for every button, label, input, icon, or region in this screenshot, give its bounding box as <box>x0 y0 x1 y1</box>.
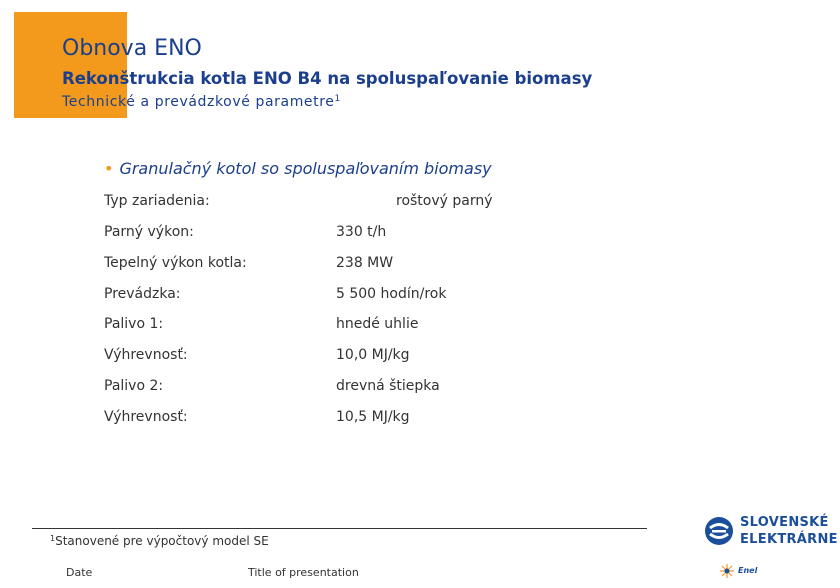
param-value-device-type: roštový parný <box>396 193 493 209</box>
bullet-icon: • <box>104 159 114 178</box>
logo-icon <box>704 516 734 546</box>
param-label-fuel-2: Palivo 2: <box>104 378 164 394</box>
page-title: Obnova ENO <box>62 36 202 61</box>
param-label-operation: Prevádzka: <box>104 286 181 302</box>
company-logo <box>704 512 838 552</box>
footer-title: Title of presentation <box>248 566 359 579</box>
param-value-thermal-output: 238 MW <box>336 255 394 271</box>
param-value-fuel-1: hnedé uhlie <box>336 316 419 332</box>
footnote-marker: 1 <box>334 94 341 104</box>
param-label-calorific-2: Výhrevnosť: <box>104 409 188 425</box>
param-value-operation: 5 500 hodín/rok <box>336 286 447 302</box>
enel-icon <box>718 562 736 580</box>
section-heading-text: Granulačný kotol so spoluspaľovaním biomasy <box>119 159 492 178</box>
param-label-fuel-1: Palivo 1: <box>104 316 164 332</box>
logo-line-1: SLOVENSKÉ <box>740 515 829 530</box>
footnote-sup: 1 <box>50 534 56 543</box>
param-label-steam-output: Parný výkon: <box>104 224 194 240</box>
param-label-device-type: Typ zariadenia: <box>104 193 210 209</box>
section-heading <box>104 159 492 178</box>
page-subtitle: Rekonštrukcia kotla ENO B4 na spoluspaľovanie biomasy <box>62 69 593 88</box>
param-label-thermal-output: Tepelný výkon kotla: <box>104 255 247 271</box>
enel-logo <box>718 562 768 580</box>
enel-text: Enel <box>738 566 758 575</box>
param-value-calorific-2: 10,5 MJ/kg <box>336 409 410 425</box>
page-subtitle-secondary <box>62 94 341 110</box>
param-value-steam-output: 330 t/h <box>336 224 387 240</box>
param-label-calorific-1: Výhrevnosť: <box>104 347 188 363</box>
param-value-calorific-1: 10,0 MJ/kg <box>336 347 410 363</box>
subtitle-secondary-text: Technické a prevádzkové parametre <box>62 94 335 110</box>
footnote-text: Stanovené pre výpočtový model SE <box>55 534 269 548</box>
footnote-divider <box>32 528 647 529</box>
logo-line-2: ELEKTRÁRNE <box>740 532 838 547</box>
footer-date: Date <box>66 566 93 579</box>
param-value-fuel-2: drevná štiepka <box>336 378 440 394</box>
footnote <box>50 534 269 548</box>
